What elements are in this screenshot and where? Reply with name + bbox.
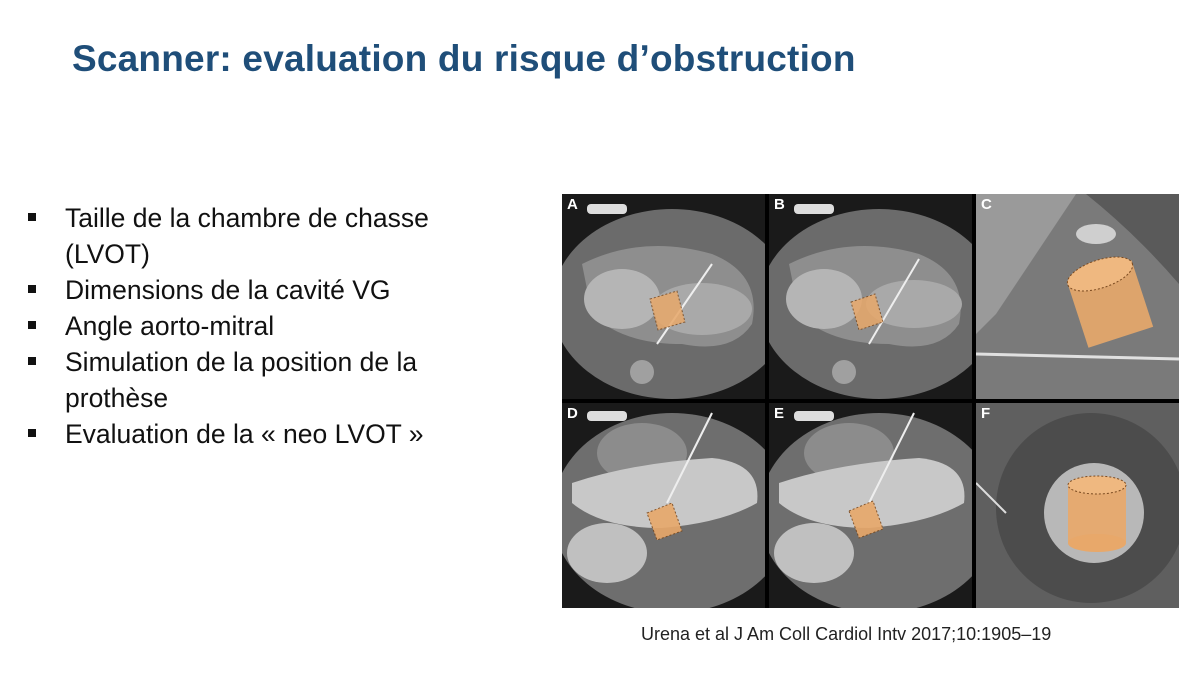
bullet-item bbox=[28, 272, 508, 308]
ct-panel-f bbox=[976, 403, 1179, 608]
bullet-text: Taille de la chambre de chasse (LVOT) bbox=[65, 203, 429, 269]
bullet-text: Evaluation de la « neo LVOT » bbox=[65, 419, 424, 449]
square-bullet-icon bbox=[28, 285, 36, 293]
panel-label: D bbox=[567, 405, 578, 422]
bullet-item bbox=[28, 308, 508, 344]
bullet-list bbox=[28, 200, 508, 452]
bullet-item bbox=[28, 200, 508, 272]
panel-label: C bbox=[981, 196, 992, 213]
panel-label: E bbox=[774, 405, 785, 422]
ct-panel-d bbox=[562, 403, 765, 608]
panel-label: F bbox=[981, 405, 991, 422]
square-bullet-icon bbox=[28, 429, 36, 437]
panel-label: A bbox=[567, 196, 578, 213]
ct-panel-a bbox=[562, 194, 765, 399]
bullet-text: Angle aorto-mitral bbox=[65, 311, 275, 341]
citation: Urena et al J Am Coll Cardiol Intv 2017;10:1905–19 bbox=[641, 624, 1052, 644]
slide-title: Scanner: evaluation du risque d’obstruction bbox=[72, 38, 856, 79]
ct-panel-e bbox=[769, 403, 972, 608]
bullet-text: Dimensions de la cavité VG bbox=[65, 275, 391, 305]
bullet-text: Simulation de la position de la prothèse bbox=[65, 347, 418, 413]
bullet-item bbox=[28, 416, 508, 452]
bullet-item bbox=[28, 344, 508, 416]
ct-scan-figure bbox=[562, 194, 1179, 608]
square-bullet-icon bbox=[28, 321, 36, 329]
ct-panel-c bbox=[976, 194, 1179, 399]
square-bullet-icon bbox=[28, 213, 36, 221]
prosthesis-cylinder bbox=[1068, 476, 1126, 552]
panel-label: B bbox=[774, 196, 785, 213]
square-bullet-icon bbox=[28, 357, 36, 365]
ct-panel-b bbox=[769, 194, 972, 399]
